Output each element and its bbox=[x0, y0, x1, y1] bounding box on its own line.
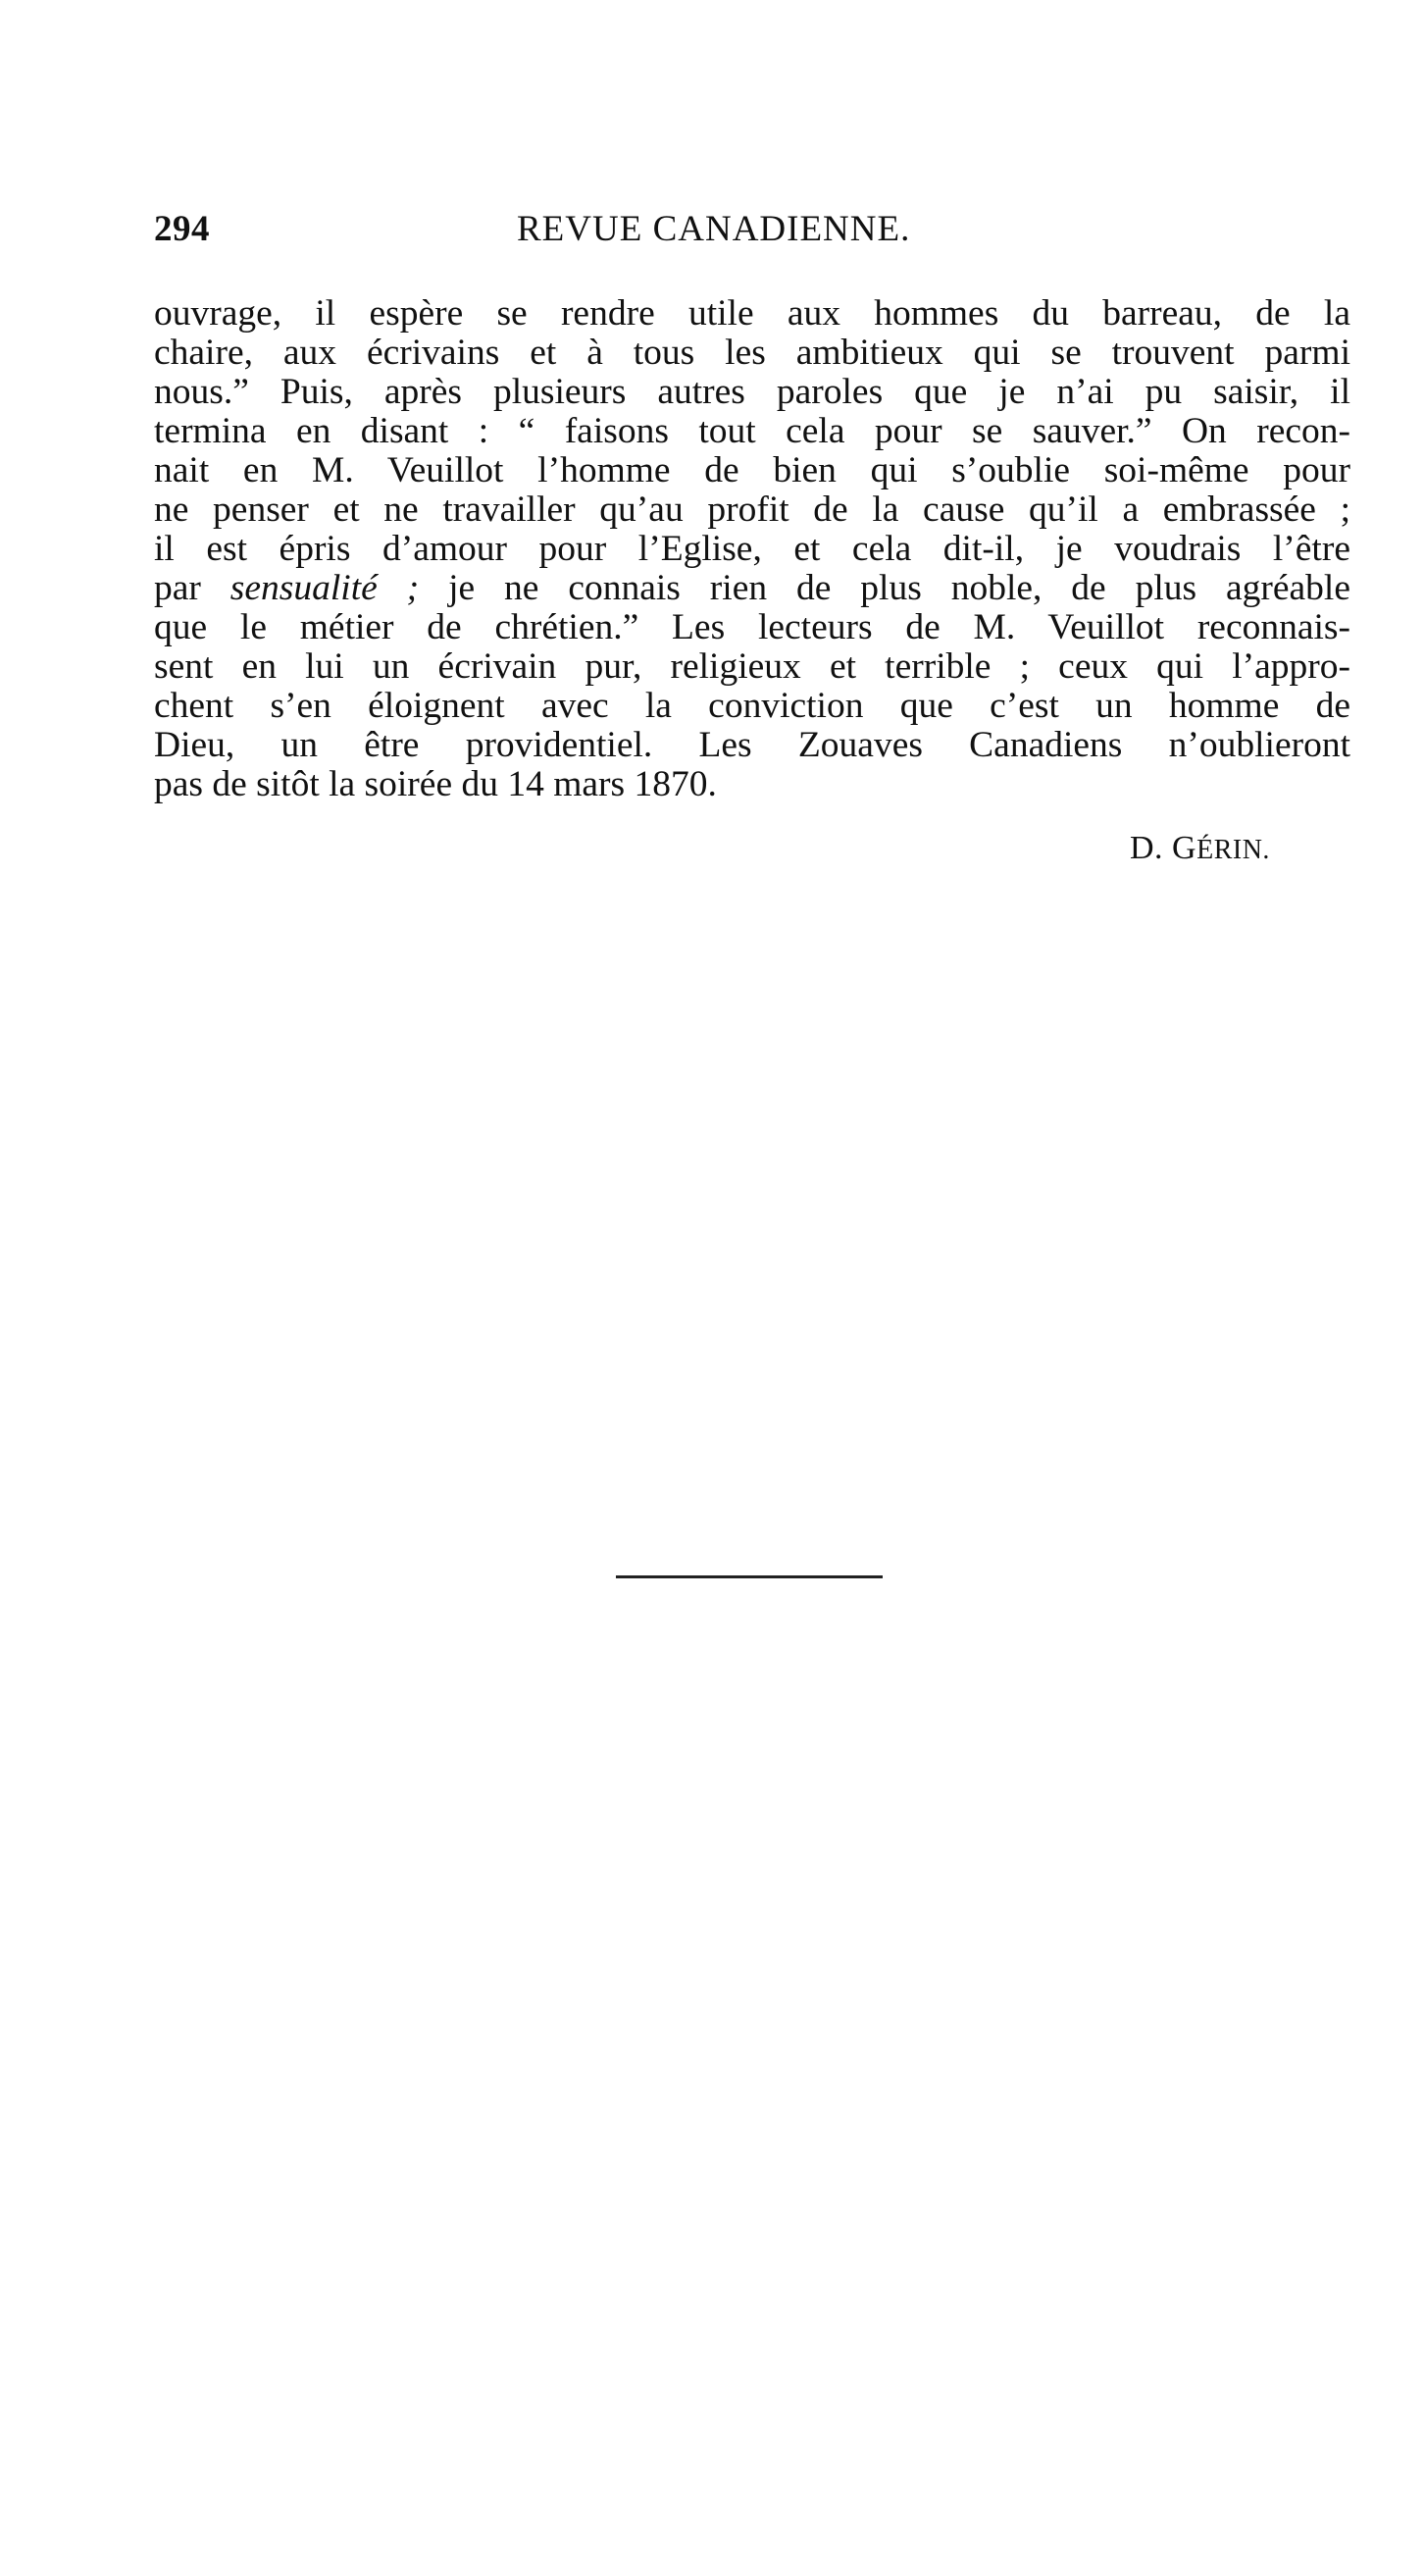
running-title: REVUE CANADIENNE. bbox=[517, 209, 911, 249]
page-number: 294 bbox=[154, 209, 210, 249]
text-line: nous.” Puis, après plusieurs autres paroles que je n’ai pu saisir, il bbox=[154, 372, 1350, 412]
text-line: chaire, aux écrivains et à tous les ambitieux qui se trouvent parmi bbox=[154, 333, 1350, 373]
text-line: termina en disant : “ faisons tout cela pour se sauver.” On recon- bbox=[154, 411, 1350, 451]
signature-initial: D. G bbox=[1130, 830, 1197, 866]
section-divider bbox=[616, 1575, 883, 1578]
text-line: il est épris d’amour pour l’Eglise, et cela dit-il, je voudrais l’être bbox=[154, 529, 1350, 569]
article-text bbox=[154, 294, 1350, 804]
page-header bbox=[154, 208, 1350, 263]
text-segment: par bbox=[154, 568, 230, 608]
text-line: ouvrage, il espère se rendre utile aux hommes du barreau, de la bbox=[154, 293, 1350, 334]
text-line: chent s’en éloignent avec la conviction que c’est un homme de bbox=[154, 686, 1350, 726]
text-line: que le métier de chrétien.” Les lecteurs de M. Veuillot reconnais- bbox=[154, 607, 1350, 647]
signature-small-caps: ÉRIN. bbox=[1196, 835, 1270, 865]
text-line: Dieu, un être providentiel. Les Zouaves Canadiens n’oublieront bbox=[154, 725, 1350, 765]
italic-word: sensualité ; bbox=[229, 568, 420, 608]
text-line: pas de sitôt la soirée du 14 mars 1870. bbox=[154, 764, 717, 804]
text-line: ne penser et ne travailler qu’au profit de la cause qu’il a embrassée ; bbox=[154, 489, 1350, 530]
text-line: sent en lui un écrivain pur, religieux et terrible ; ceux qui l’appro- bbox=[154, 646, 1350, 687]
author-signature bbox=[1130, 830, 1270, 867]
text-line: nait en M. Veuillot l’homme de bien qui s’oublie soi-même pour bbox=[154, 450, 1350, 490]
text-segment: je ne connais rien de plus noble, de plus agréable bbox=[419, 568, 1350, 608]
text-line-with-italic bbox=[154, 569, 1350, 608]
